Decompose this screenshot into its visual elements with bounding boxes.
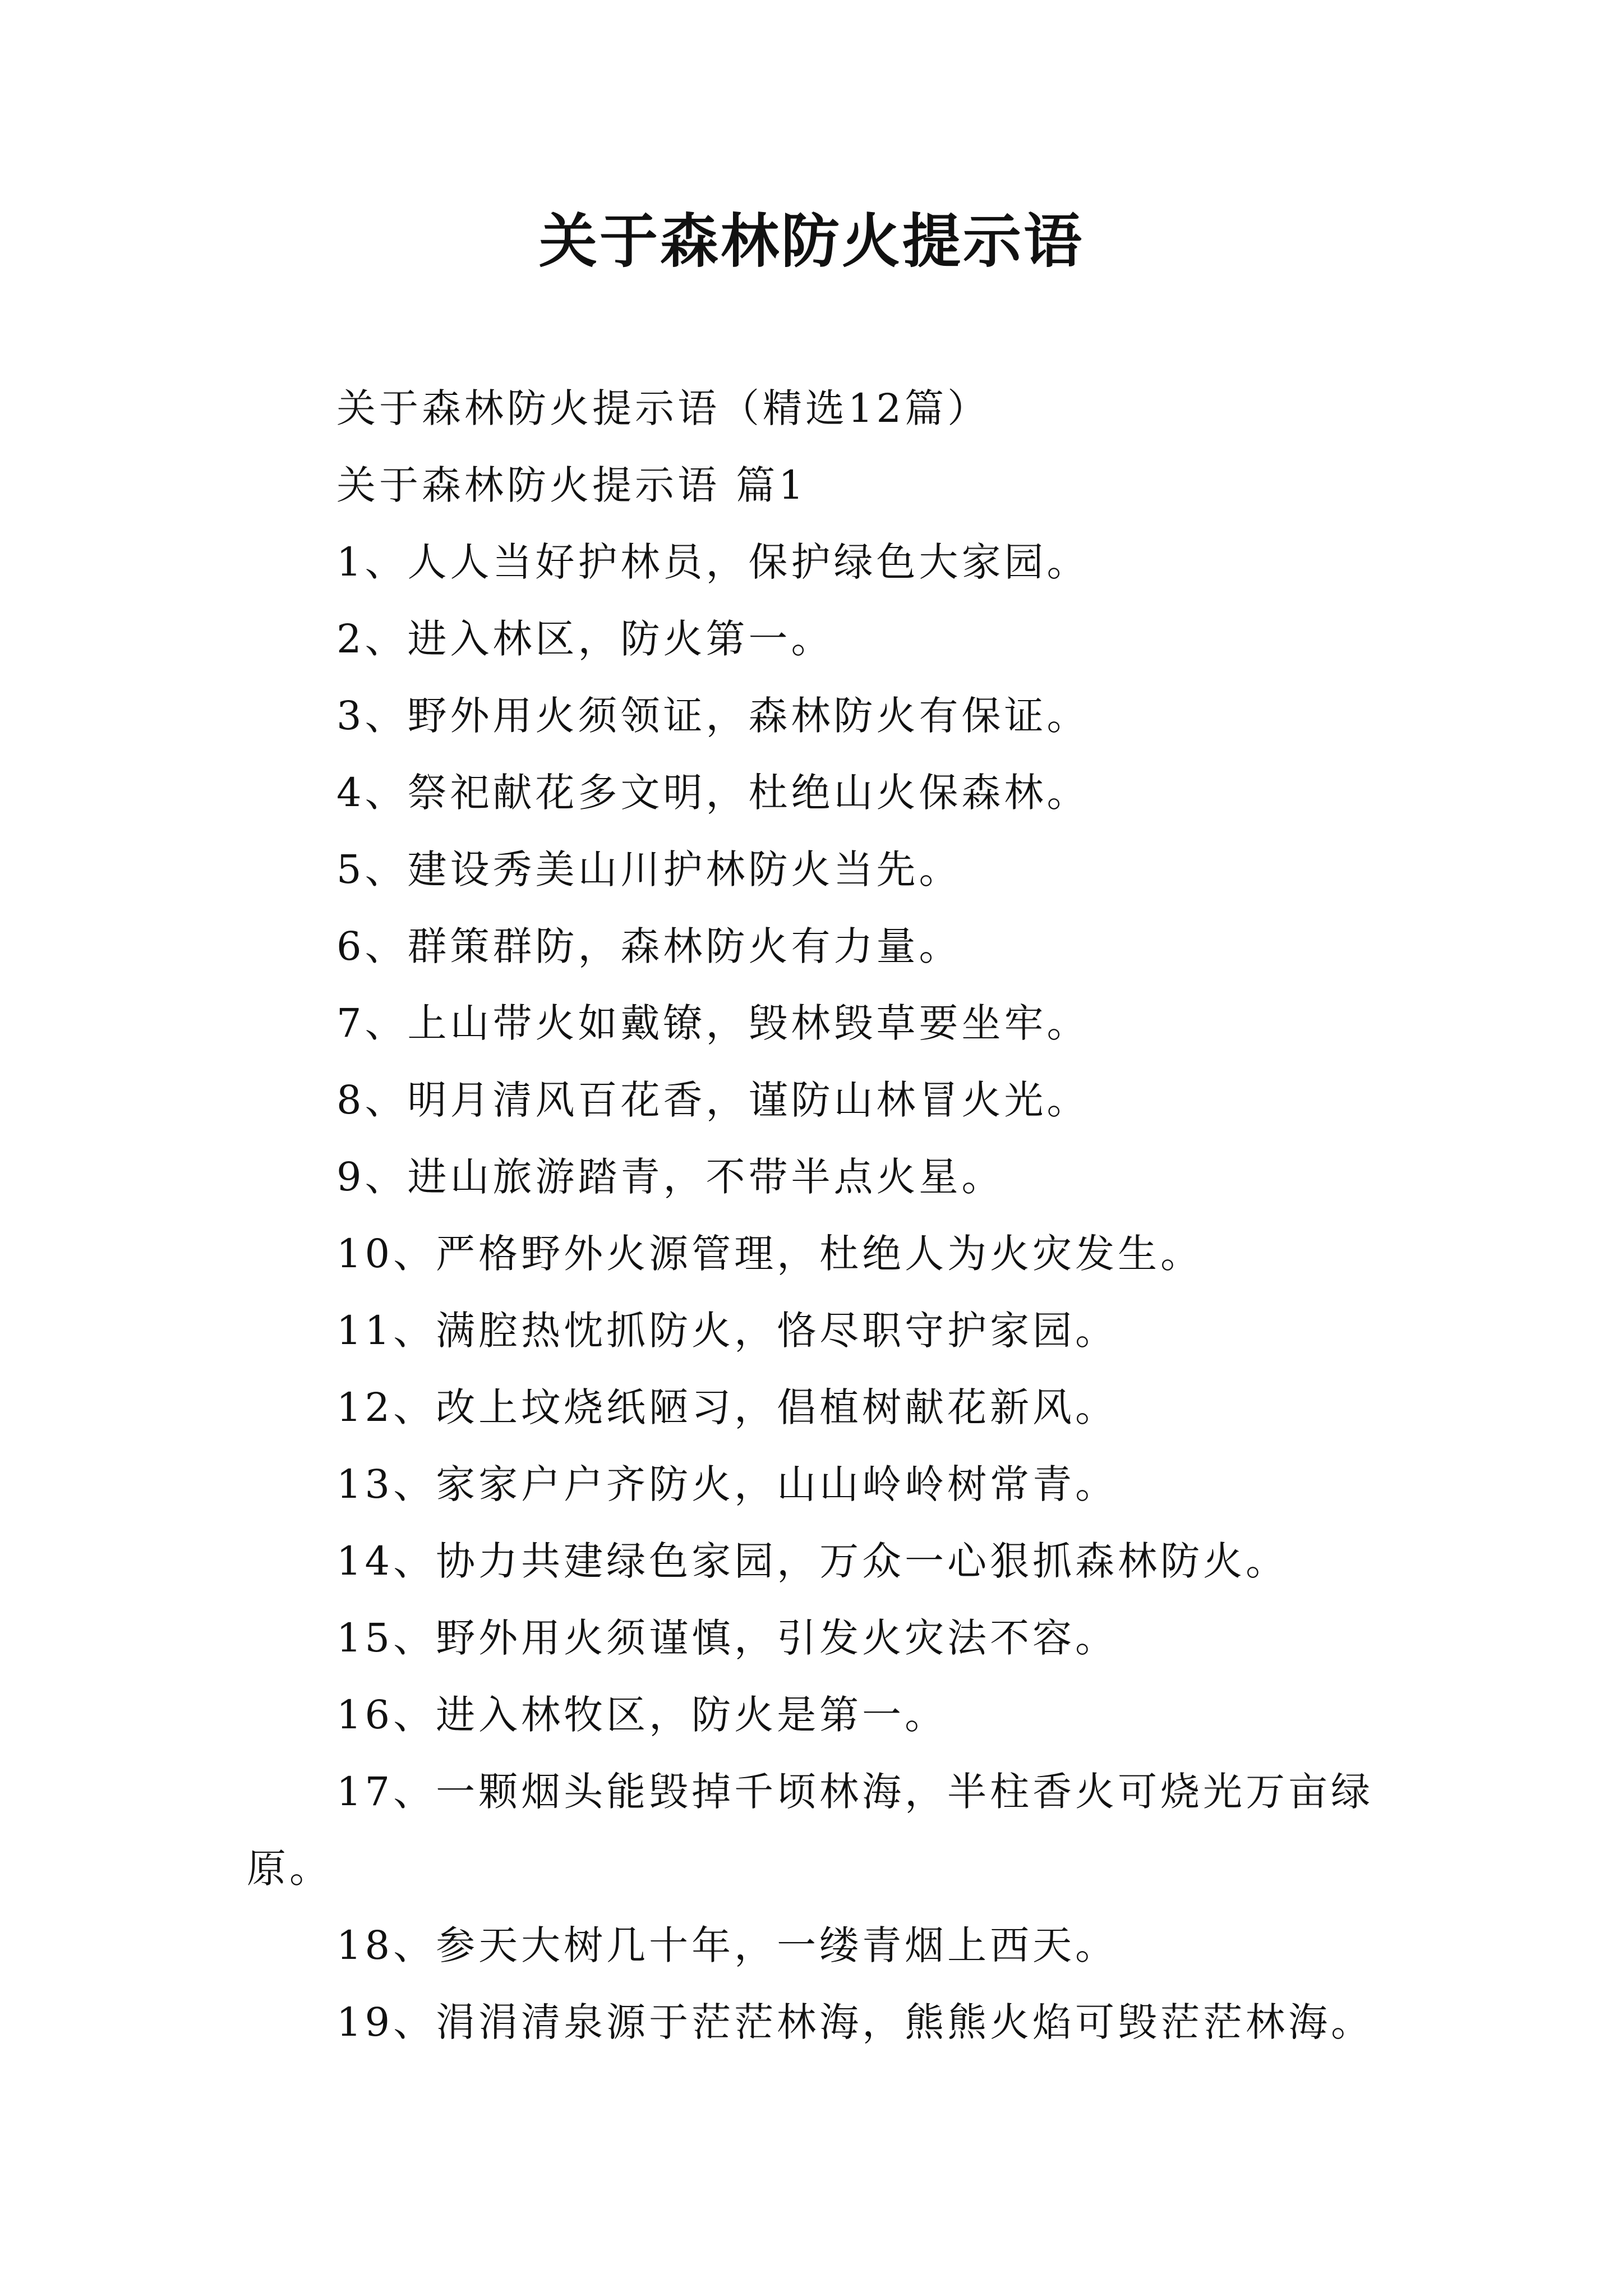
paragraph-item-11: 11、满腔热忱抓防火，恪尽职守护家园。 [336,1308,1118,1354]
document-title: 关于森林防火提示语 [538,207,1084,275]
paragraph-item-1: 1、人人当好护林员，保护绿色大家园。 [336,539,1090,585]
paragraph-item-16: 16、进入林牧区，防火是第一。 [336,1692,948,1738]
paragraph-item-13: 13、家家户户齐防火，山山岭岭树常青。 [336,1461,1118,1507]
paragraph-item-2: 2、进入林区，防火第一。 [336,616,834,662]
paragraph-item-8: 8、明月清风百花香，谨防山林冒火光。 [336,1077,1090,1123]
paragraph-item-19: 19、涓涓清泉源于茫茫林海，熊熊火焰可毁茫茫林海。 [336,1999,1374,2045]
paragraph-item-5: 5、建设秀美山川护林防火当先。 [336,846,962,892]
paragraph-section-heading: 关于森林防火提示语 篇1 [336,462,807,508]
paragraph-item-9: 9、进山旅游踏青，不带半点火星。 [336,1154,1004,1200]
paragraph-item-7: 7、上山带火如戴镣，毁林毁草要坐牢。 [336,1000,1090,1046]
paragraph-item-14: 14、协力共建绿色家园，万众一心狠抓森林防火。 [336,1538,1289,1584]
paragraph-item-4: 4、祭祀献花多文明，杜绝山火保森林。 [336,770,1090,816]
paragraph-item-17: 17、一颗烟头能毁掉千顷林海，半柱香火可烧光万亩绿原。 [247,1769,1374,1892]
paragraph-item-3: 3、野外用火须领证，森林防火有保证。 [336,693,1090,739]
paragraph-subtitle: 关于森林防火提示语（精选12篇） [336,385,990,431]
paragraph-item-18: 18、参天大树几十年，一缕青烟上西天。 [336,1922,1118,1968]
document-body [247,370,1391,2061]
paragraph-item-10: 10、严格野外火源管理，杜绝人为火灾发生。 [336,1231,1204,1277]
paragraph-item-15: 15、野外用火须谨慎，引发火灾法不容。 [336,1615,1118,1661]
paragraph-item-6: 6、群策群防，森林防火有力量。 [336,923,962,969]
paragraph-item-12: 12、改上坟烧纸陋习，倡植树献花新风。 [336,1384,1118,1430]
